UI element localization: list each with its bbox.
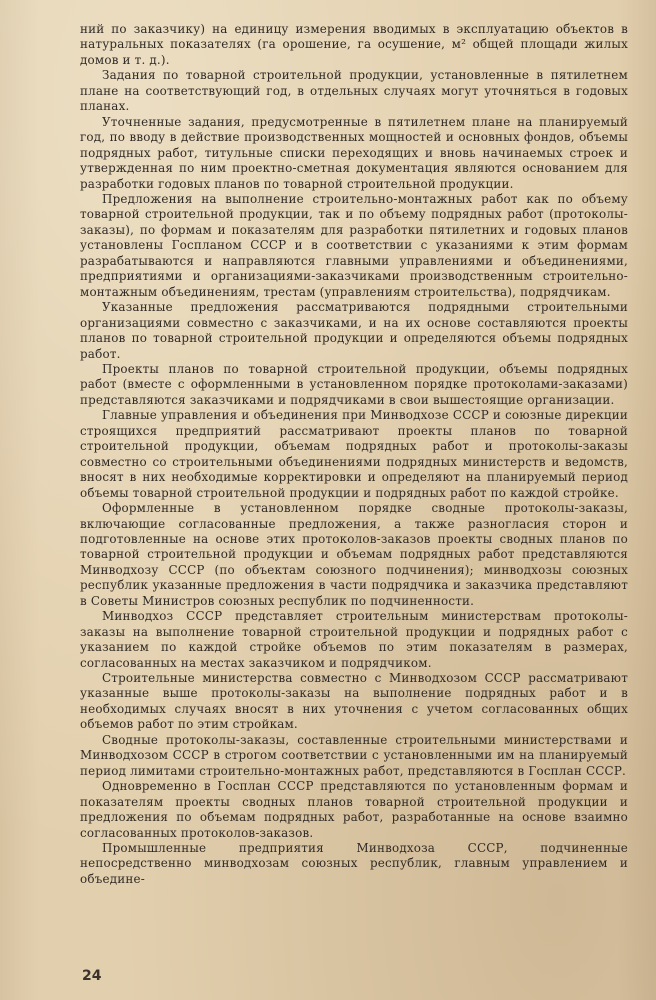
paragraph: Проекты планов по товарной строительной продукции, объемы подрядных работ (вместе с оформленными в установленном порядке протоколами-заказами) представляются заказчиками и подрядчиками в свои вышестоящие организации. (80, 361, 628, 407)
paragraph: Предложения на выполнение строительно-монтажных работ как по объему товарной строительной продукции, так и по объему подрядных работ (протоколы-заказы), по формам и показателям для разработки пятилетних и годовых планов установлены Госпланом СССР и в соответствии с указаниями к этим формам разрабатываются и направляются главными управлениями и объединениями, предприятиями и организациями-заказчиками производственным строительно-монтажным объединениям, трестам (управлениям строительства), подрядчикам. (80, 191, 628, 299)
paragraph: Промышленные предприятия Минводхоза СССР, подчиненные непосредственно минводхозам союзных республик, главным управлением и объедине- (80, 841, 628, 886)
paragraph: Уточненные задания, предусмотренные в пятилетнем плане на планируемый год, по вводу в действие производственных мощностей и основных фондов, объемы подрядных работ, титульные списки переходящих и вновь начинаемых строек и утвержденная по ним проектно-сметная документация являются основанием для разработки годовых планов по товарной строительной продукции. (80, 114, 628, 191)
body-text (80, 22, 628, 887)
paragraph: Задания по товарной строительной продукции, установленные в пятилетнем плане на соответствующий год, в отдельных случаях могут уточняться в годовых планах. (80, 68, 628, 114)
paragraph: Сводные протоколы-заказы, составленные строительными министерствами и Минводхозом СССР в строгом соответствии с установленными им на планируемый период лимитами строительно-монтажных работ, представляются в Госплан СССР. (80, 732, 628, 778)
paragraph-continuation: ний по заказчику) на единицу измерения вводимых в эксплуатацию объектов в натуральных показателях (га орошение, га осушение, м² общей площади жилых домов и т. д.). (80, 22, 628, 67)
paragraph: Указанные предложения рассматриваются подрядными строительными организациями совместно с заказчиками, и на их основе составляются проекты планов по товарной строительной продукции и определяются объемы подрядных работ. (80, 300, 628, 361)
paragraph: Минводхоз СССР представляет строительным министерствам протоколы-заказы на выполнение товарной строительной продукции и подрядных работ с указанием по каждой стройке объемов по этим показателям в размерах, согласованных на местах заказчиком и подрядчиком. (80, 609, 628, 670)
page-number: 24 (82, 968, 102, 984)
paragraph: Строительные министерства совместно с Минводхозом СССР рассматривают указанные выше протоколы-заказы на выполнение подрядных работ и в необходимых случаях вносят в них уточнения с учетом согласованных общих объемов работ по этим стройкам. (80, 671, 628, 732)
paragraph: Оформленные в установленном порядке сводные протоколы-заказы, включающие согласованные предложения, а также разногласия сторон и подготовленные на основе этих протоколов-заказов проекты сводных планов по товарной строительной продукции и объемам подрядных работ представляются Минводхозу СССР (по объектам союзного подчинения); минводхозы союзных республик указанные предложения в части подрядчика и заказчика представляют в Советы Министров союзных республик по подчиненности. (80, 501, 628, 608)
paragraph: Одновременно в Госплан СССР представляются по установленным формам и показателям проекты сводных планов товарной строительной продукции и предложения по объемам подрядных работ, разработанные на основе взаимно согласованных протоколов-заказов. (80, 779, 628, 840)
paragraph: Главные управления и объединения при Минводхозе СССР и союзные дирекции строящихся предприятий рассматривают проекты планов по товарной строительной продукции, объемам подрядных работ и протоколы-заказы совместно со строительными объединениями подрядных министерств и ведомств, вносят в них необходимые корректировки и определяют на планируемый период объемы товарной строительной продукции и подрядных работ по каждой стройке. (80, 408, 628, 500)
